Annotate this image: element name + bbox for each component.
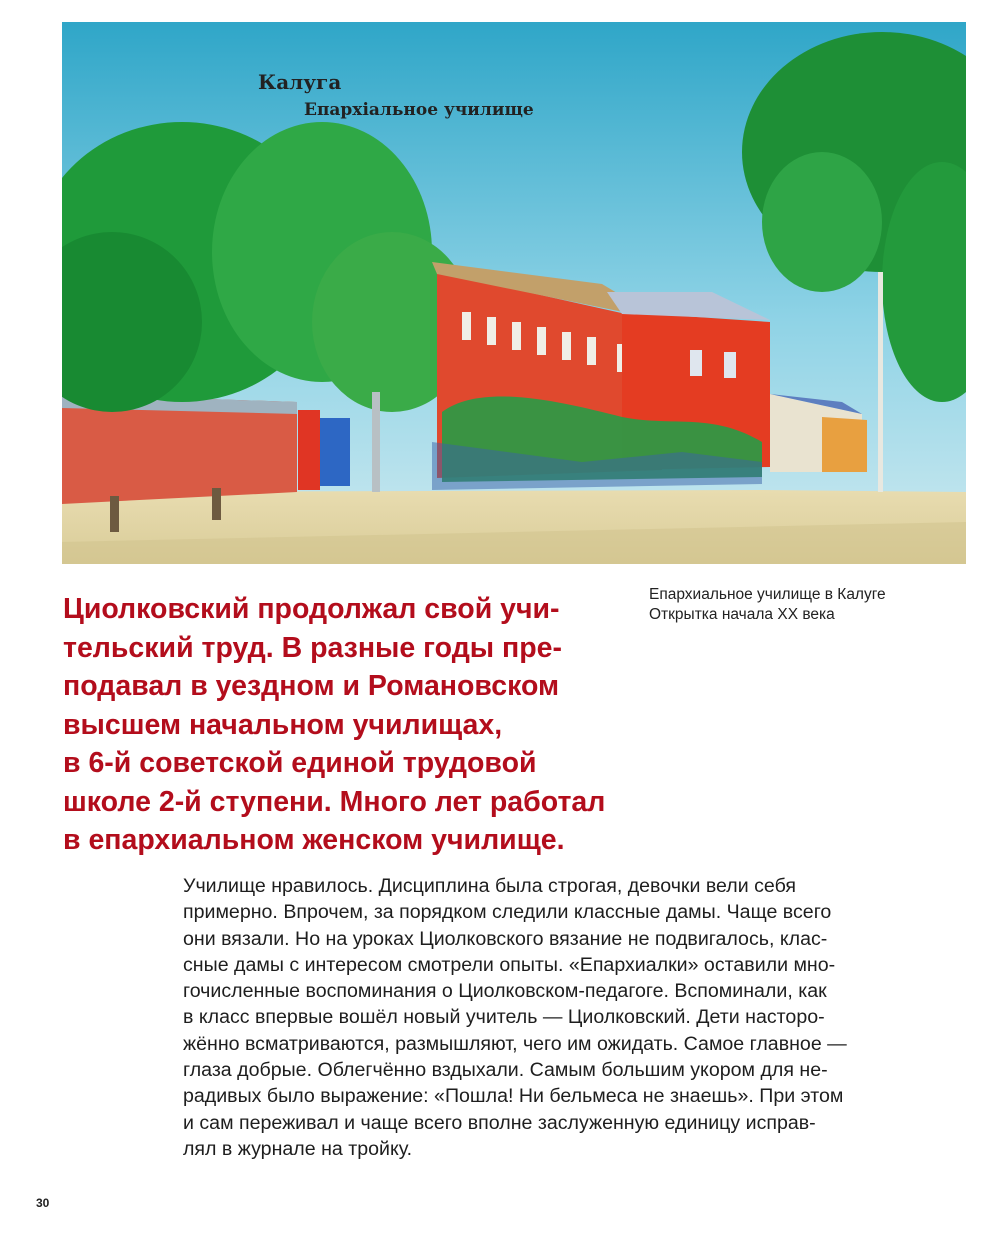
postcard-city-label: Калуга	[258, 70, 342, 94]
body-line: жённо всматриваются, размышляют, чего им ожидать. Самое главное —	[183, 1032, 847, 1055]
body-line: примерно. Впрочем, за порядком следили классные дамы. Чаще всего	[183, 901, 832, 924]
lead-line: тельский труд. В разные годы пре-	[63, 631, 563, 664]
body-line: радивых было выражение: «Пошла! Ни бельмеса не знаешь». При этом	[183, 1085, 844, 1108]
lead-line: школе 2-й ступени. Много лет работал	[63, 785, 606, 818]
lead-line: Циолковский продолжал свой учи-	[63, 593, 560, 625]
postcard-subtitle-label: Епархiальное училище	[304, 100, 534, 120]
body-line: лял в журнале на тройку.	[183, 1137, 413, 1160]
lead-line: в 6-й советской единой трудовой	[63, 747, 537, 779]
body-line: глаза добрые. Облегчённо вздыхали. Самым большим укором для не-	[183, 1059, 828, 1082]
body-line: Училище нравилось. Дисциплина была строгая, девочки вели себя	[183, 875, 797, 897]
body-line: в класс впервые вошёл новый учитель — Циолковский. Дети насторо-	[183, 1006, 825, 1029]
lead-line: в епархиальном женском училище.	[63, 824, 565, 856]
caption-line: Епархиальное училище в Калуге	[649, 586, 886, 603]
body-paragraph	[183, 873, 963, 1162]
postcard-photo	[62, 22, 966, 564]
photo-caption	[649, 585, 969, 625]
lead-paragraph	[63, 590, 663, 860]
body-line: сные дамы с интересом смотрели опыты. «Епархиалки» оставили мно-	[183, 953, 836, 976]
caption-line: Открытка начала XX века	[649, 606, 835, 623]
body-line: они вязали. Но на уроках Циолковского вязание не подвигалось, клас-	[183, 927, 828, 950]
page-number: 30	[36, 1196, 50, 1210]
body-line: и сам переживал и чаще всего вполне заслуженную единицу исправ-	[183, 1111, 816, 1134]
lead-line: подавал в уездном и Романовском	[63, 670, 560, 702]
body-line: гочисленные воспоминания о Циолковском-педагоге. Вспоминали, как	[183, 980, 827, 1003]
lead-line: высшем начальном училищах,	[63, 708, 503, 741]
